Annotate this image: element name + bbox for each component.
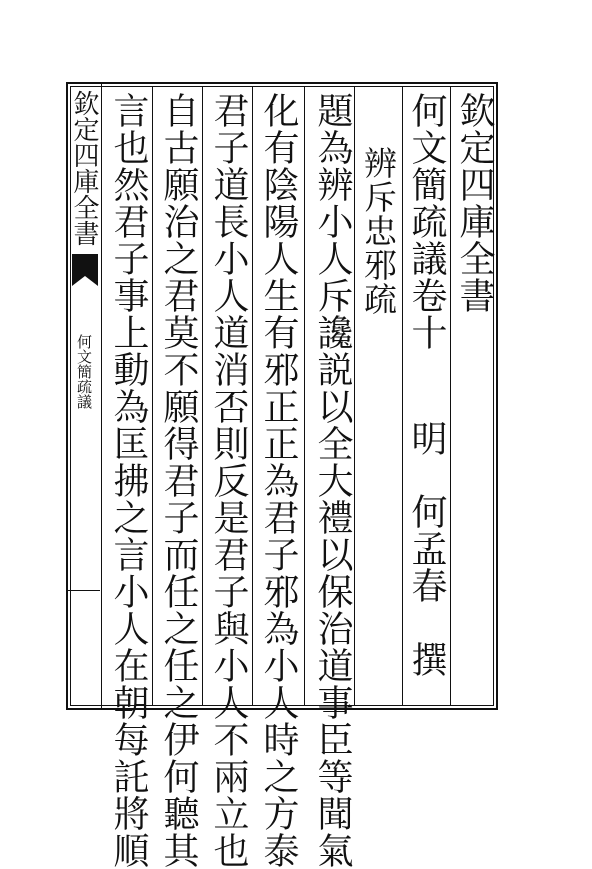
library-title: 欽定四庫全書	[454, 92, 495, 314]
body-column: 自古願治之君莫不願得君子而任之任之伊何聽其	[158, 92, 199, 869]
column-rule	[252, 86, 253, 706]
dynasty: 明	[406, 420, 447, 457]
body-column: 題為辨小人斥讒説以全大禮以保治道事臣等聞氣	[312, 92, 353, 869]
author-name: 何孟春 撰	[406, 493, 447, 678]
body-column: 化有陰陽人生有邪正正為君子邪為小人時之方泰	[258, 92, 299, 869]
column-rule	[304, 86, 305, 706]
section-title: 辨斥忠邪疏	[359, 146, 398, 316]
gutter-library-title: 欽定四庫全書	[69, 90, 99, 246]
gutter-bottom-rule	[68, 590, 100, 591]
body-column: 言也然君子事上動為匡拂之言小人在朝每託將順	[108, 92, 149, 869]
gutter-book-title: 何文簡疏議	[75, 334, 93, 409]
column-rule	[202, 86, 203, 706]
book-title: 何文簡疏議卷十	[406, 92, 447, 351]
author-line	[404, 420, 448, 678]
column-rule	[402, 86, 403, 706]
fish-tail-mark	[72, 254, 98, 276]
column-rule	[152, 86, 153, 706]
column-rule	[354, 86, 355, 706]
body-column: 君子道長小人道消否則反是君子與小人不兩立也	[208, 92, 249, 869]
gutter-rule	[101, 82, 102, 710]
column-rule	[450, 86, 451, 706]
